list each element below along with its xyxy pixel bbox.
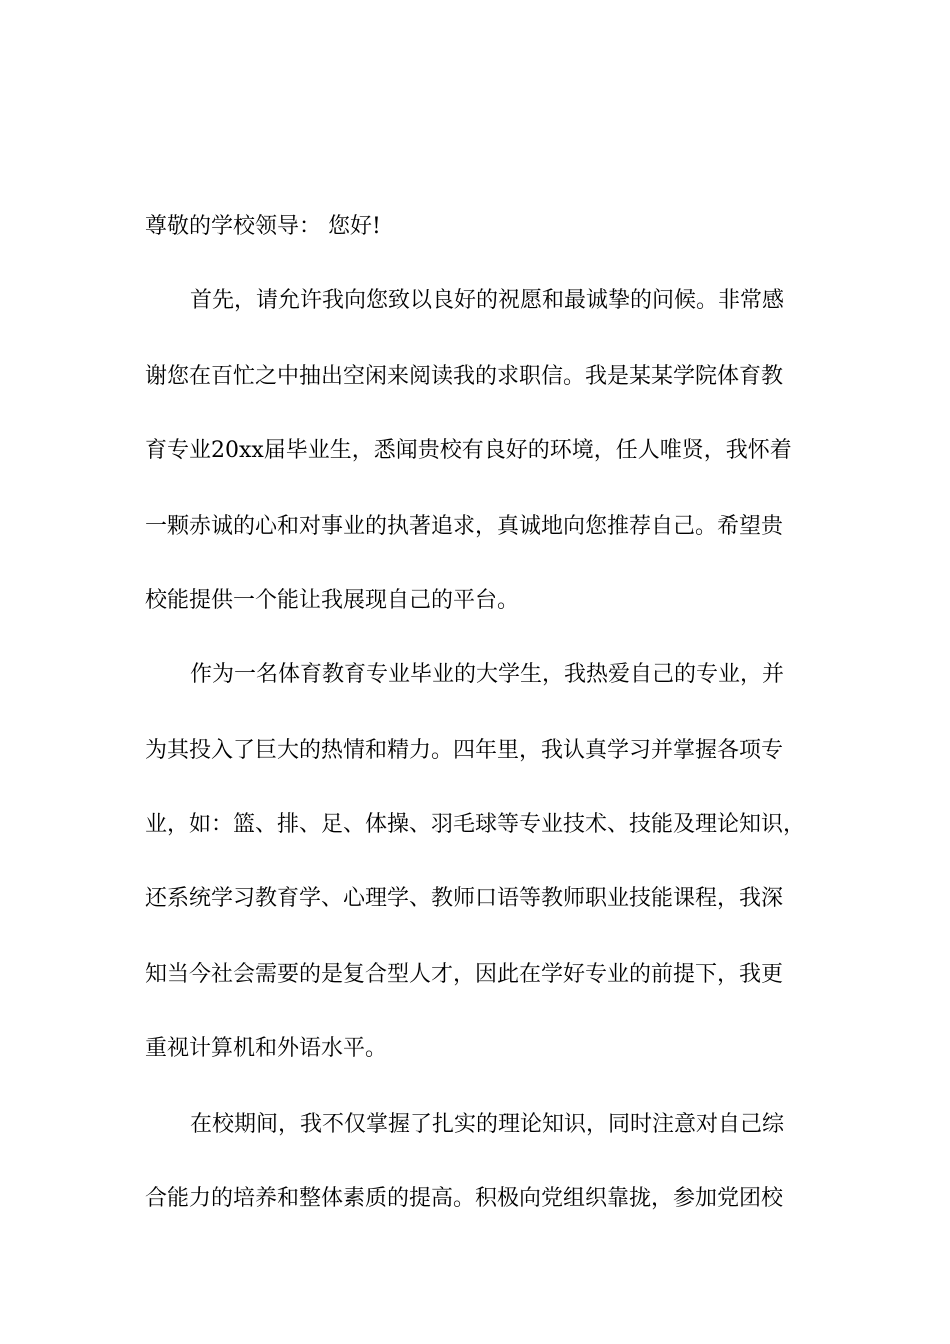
salutation: 尊敬的学校领导： 您好! bbox=[145, 214, 381, 239]
paragraph-1-line-4: 一颗赤诚的心和对事业的执著追求，真诚地向您推荐自己。希望贵 bbox=[145, 514, 784, 539]
paragraph-2-line-5: 知当今社会需要的是复合型人才，因此在学好专业的前提下，我更 bbox=[145, 962, 784, 987]
paragraph-3-line-2: 合能力的培养和整体素质的提高。积极向党组织靠拢，参加党团校 bbox=[145, 1186, 784, 1211]
paragraph-1-line-2: 谢您在百忙之中抽出空闲来阅读我的求职信。我是某某学院体育教 bbox=[145, 364, 784, 389]
paragraph-2-line-4: 还系统学习教育学、心理学、教师口语等教师职业技能课程，我深 bbox=[145, 886, 784, 911]
paragraph-2-line-6: 重视计算机和外语水平。 bbox=[145, 1036, 388, 1061]
paragraph-1-line-3: 育专业20xx届毕业生，悉闻贵校有良好的环境，任人唯贤，我怀着 bbox=[145, 438, 792, 463]
paragraph-2-line-2: 为其投入了巨大的热情和精力。四年里，我认真学习并掌握各项专 bbox=[145, 738, 784, 763]
paragraph-1-line-5: 校能提供一个能让我展现自己的平台。 bbox=[145, 588, 520, 613]
paragraph-3-line-1: 在校期间，我不仅掌握了扎实的理论知识，同时注意对自己综 bbox=[190, 1112, 785, 1137]
paragraph-1-line-1: 首先，请允许我向您致以良好的祝愿和最诚挚的问候。非常感 bbox=[190, 288, 785, 313]
paragraph-2-line-3: 业，如：篮、排、足、体操、羽毛球等专业技术、技能及理论知识， bbox=[145, 812, 806, 837]
paragraph-2-line-1: 作为一名体育教育专业毕业的大学生，我热爱自己的专业，并 bbox=[190, 662, 785, 687]
